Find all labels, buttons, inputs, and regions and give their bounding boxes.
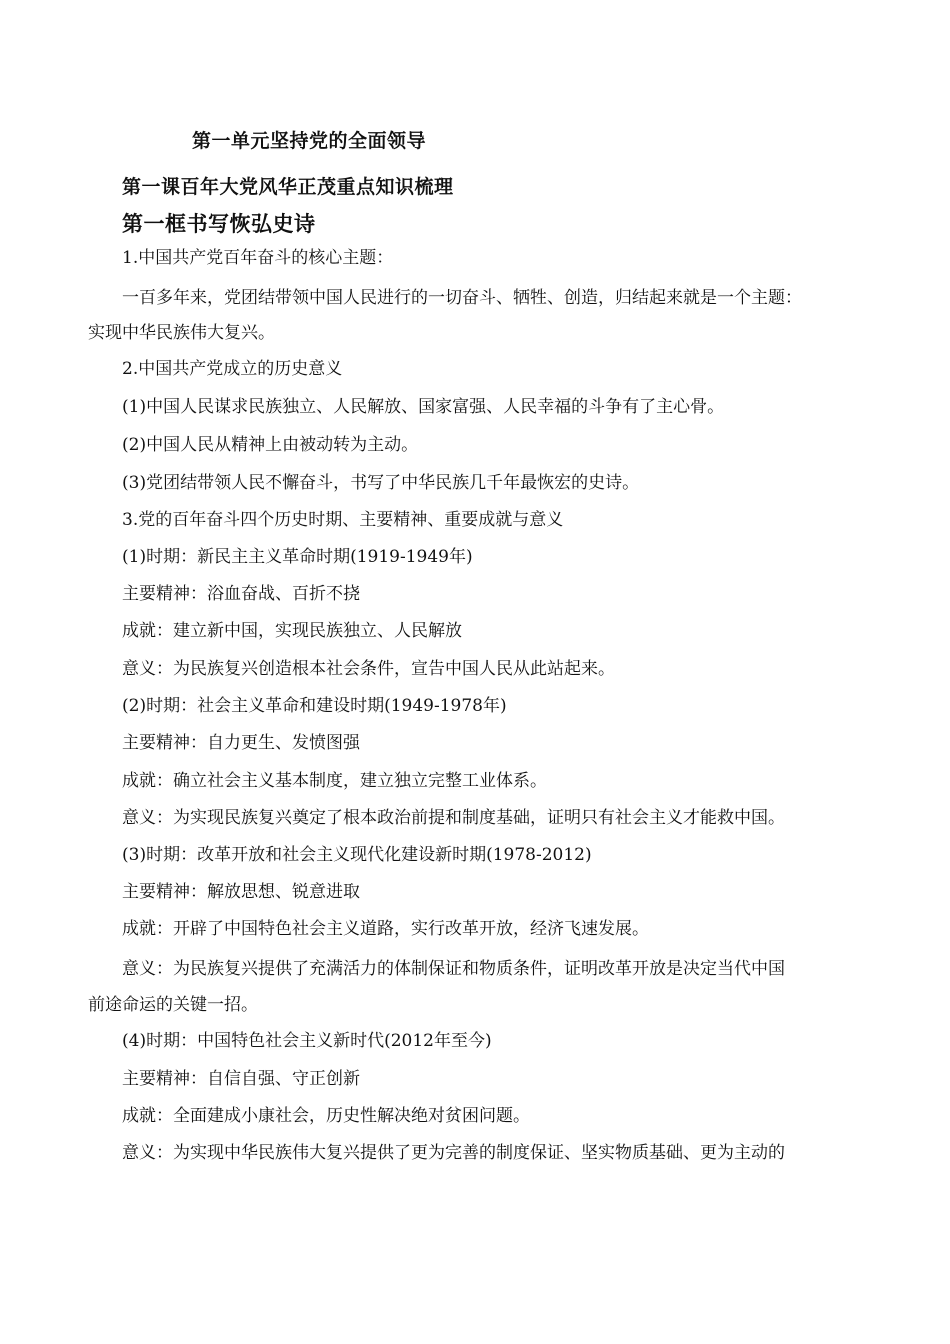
section-3-title: 3.党的百年奋斗四个历史时期、主要精神、重要成就与意义 xyxy=(122,510,564,530)
period-3-spirit: 主要精神：解放思想、锐意进取 xyxy=(122,882,360,902)
period-3-significance: 意义：为民族复兴提供了充满活力的体制保证和物质条件，证明改革开放是决定当代中国 xyxy=(122,959,785,979)
period-4-spirit: 主要精神：自信自强、守正创新 xyxy=(122,1069,360,1089)
paragraph-line: 前途命运的关键一招。 xyxy=(88,995,258,1015)
section-2-title: 2.中国共产党成立的历史意义 xyxy=(122,359,343,379)
period-4-title: (4)时期：中国特色社会主义新时代(2012年至今) xyxy=(122,1031,492,1051)
unit-heading: 第一单元坚持党的全面领导 xyxy=(192,130,427,152)
period-2-spirit: 主要精神：自力更生、发愤图强 xyxy=(122,733,360,753)
frame-heading: 第一框书写恢弘史诗 xyxy=(122,212,316,236)
period-2-title: (2)时期：社会主义革命和建设时期(1949-1978年) xyxy=(122,696,507,716)
paragraph-line: 一百多年来，党团结带领中国人民进行的一切奋斗、牺牲、创造，归结起来就是一个主题： xyxy=(122,288,802,308)
period-3-achievement: 成就：开辟了中国特色社会主义道路，实行改革开放，经济飞速发展。 xyxy=(122,919,649,939)
lesson-heading: 第一课百年大党风华正茂重点知识梳理 xyxy=(122,176,454,198)
list-item: (2)中国人民从精神上由被动转为主动。 xyxy=(122,435,419,455)
period-2-achievement: 成就：确立社会主义基本制度，建立独立完整工业体系。 xyxy=(122,771,547,791)
period-4-achievement: 成就：全面建成小康社会，历史性解决绝对贫困问题。 xyxy=(122,1106,530,1126)
period-1-title: (1)时期：新民主主义革命时期(1919-1949年) xyxy=(122,547,473,567)
section-1-title: 1.中国共产党百年奋斗的核心主题： xyxy=(122,248,394,268)
period-3-title: (3)时期：改革开放和社会主义现代化建设新时期(1978-2012) xyxy=(122,845,592,865)
paragraph-line: 实现中华民族伟大复兴。 xyxy=(88,323,275,343)
list-item: (3)党团结带领人民不懈奋斗，书写了中华民族几千年最恢宏的史诗。 xyxy=(122,473,640,493)
period-2-significance: 意义：为实现民族复兴奠定了根本政治前提和制度基础，证明只有社会主义才能救中国。 xyxy=(122,808,785,828)
period-4-significance: 意义：为实现中华民族伟大复兴提供了更为完善的制度保证、坚实物质基础、更为主动的 xyxy=(122,1143,785,1163)
period-1-significance: 意义：为民族复兴创造根本社会条件，宣告中国人民从此站起来。 xyxy=(122,659,615,679)
list-item: (1)中国人民谋求民族独立、人民解放、国家富强、人民幸福的斗争有了主心骨。 xyxy=(122,397,725,417)
period-1-achievement: 成就：建立新中国，实现民族独立、人民解放 xyxy=(122,621,462,641)
period-1-spirit: 主要精神：浴血奋战、百折不挠 xyxy=(122,584,360,604)
